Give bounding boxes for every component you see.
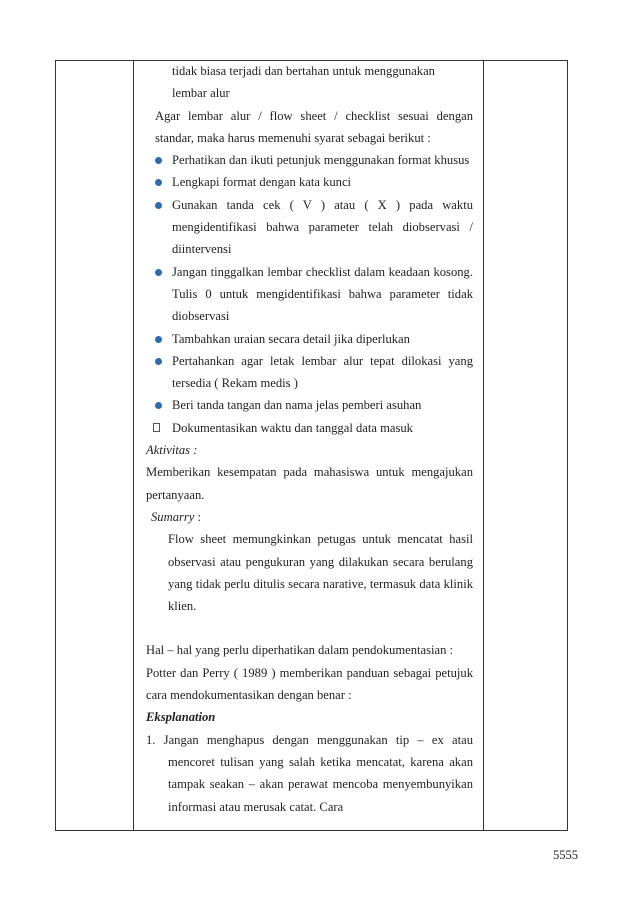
bullet-icon (155, 336, 162, 343)
numbered-item: 1. Jangan menghapus dengan menggunakan tip – ex atau mencoret tulisan yang salah ketika mencatat, karena akan tampak seakan – akan perawat mencoba menyembunyikan informasi atau merusak catat. Cara (146, 732, 473, 814)
hal-heading: Hal – hal yang perlu diperhatikan dalam pendokumentasian : (146, 643, 454, 658)
list-item: Pertahankan agar letak lembar alur tepat dilokasi yang tersedia ( Rekam medis ) (146, 350, 473, 395)
page-number: 5555 (553, 848, 578, 862)
column-divider-right (483, 61, 484, 830)
continuation-line: tidak biasa terjadi dan bertahan untuk menggunakan (172, 64, 435, 78)
requirements-intro: Agar lembar alur / flow sheet / checklist sesuai dengan standar, maka harus memenuhi syarat sebagai berikut : (155, 108, 473, 145)
bullet-icon (155, 202, 162, 209)
bullet-icon (155, 269, 162, 276)
list-item: Beri tanda tangan dan nama jelas pemberi asuhan (146, 394, 473, 416)
eksplanation-heading: Eksplanation (146, 710, 216, 725)
aktivitas-text: Memberikan kesempatan pada mahasiswa untuk mengajukan pertanyaan. (146, 465, 473, 502)
summary-heading: Sumarry : (151, 509, 202, 524)
aktivitas-label: Aktivitas : (146, 443, 198, 458)
list-item: Lengkapi format dengan kata kunci (146, 171, 473, 193)
summary-text: Flow sheet memungkinkan petugas untuk mencatat hasil observasi atau pengukuran yang dilakukan secara berulang yang tidak perlu ditulis secara narative, termasuk data klinik klien. (168, 532, 473, 614)
bullet-icon (155, 358, 162, 365)
main-cell-content (146, 60, 473, 818)
bullet-icon (155, 157, 162, 164)
list-item: Jangan tinggalkan lembar checklist dalam keadaan kosong. Tulis 0 untuk mengidentifikasi bahwa parameter tidak diobservasi (146, 261, 473, 328)
potter-text: Potter dan Perry ( 1989 ) memberikan panduan sebagai petujuk cara mendokumentasikan dengan benar : (146, 665, 473, 703)
bullet-icon (155, 402, 162, 409)
continuation-line-end: lembar alur (172, 86, 230, 101)
bullet-icon (155, 179, 162, 186)
list-item: Tambahkan uraian secara detail jika diperlukan (146, 328, 473, 350)
list-item-box: Dokumentasikan waktu dan tanggal data masuk (146, 417, 473, 439)
list-item: Gunakan tanda cek ( V ) atau ( X ) pada waktu mengidentifikasi bahwa parameter telah diobservasi / diintervensi (146, 194, 473, 261)
list-item: Perhatikan dan ikuti petunjuk menggunakan format khusus (146, 149, 473, 171)
checkbox-icon (153, 423, 160, 432)
column-divider-left (133, 61, 134, 830)
